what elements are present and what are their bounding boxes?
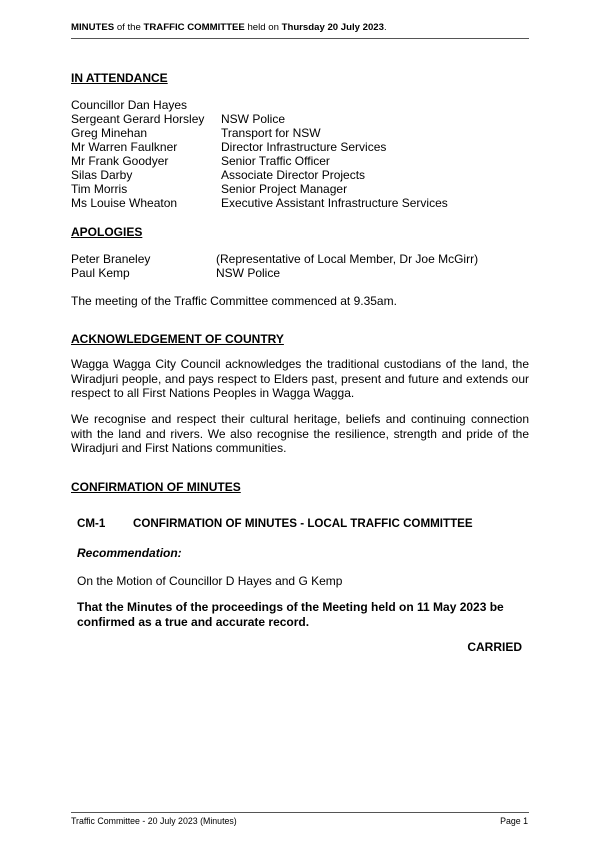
attendee-name: Greg Minehan	[71, 126, 148, 140]
header-period: .	[383, 22, 387, 33]
attendance-row	[71, 140, 386, 154]
attendee-name: Councillor Dan Hayes	[71, 98, 188, 112]
footer-page-number: Page 1	[500, 816, 528, 826]
confirmation-heading: CONFIRMATION OF MINUTES	[71, 480, 241, 494]
attendee-role: Director Infrastructure Services	[221, 140, 387, 154]
header-minutes: MINUTES	[71, 22, 115, 33]
footer-document-title: Traffic Committee - 20 July 2023 (Minutes)	[71, 816, 237, 826]
recommendation-label: Recommendation:	[77, 546, 182, 560]
attendee-name: Sergeant Gerard Horsley	[71, 112, 205, 126]
attendance-row	[71, 98, 221, 112]
apology-role: NSW Police	[216, 266, 281, 280]
apology-name: Peter Braneley	[71, 252, 151, 266]
attendance-row	[71, 168, 365, 182]
apology-row	[71, 266, 280, 280]
attendance-row	[71, 126, 321, 140]
attendance-row	[71, 154, 330, 168]
attendee-role: Senior Traffic Officer	[221, 154, 330, 168]
apology-name: Paul Kemp	[71, 266, 130, 280]
attendee-role: Executive Assistant Infrastructure Services	[221, 196, 448, 210]
item-code: CM-1	[77, 517, 106, 530]
attendee-name: Silas Darby	[71, 168, 133, 182]
acknowledgement-paragraph-1: Wagga Wagga City Council acknowledges the traditional custodians of the land, the Wiradjuri people, and pays respect to Elders past, present and future and extends our respect to all First Nations Peoples in Wagga Wagga.	[71, 357, 529, 401]
page-header	[71, 22, 529, 34]
attendee-role: Transport for NSW	[221, 126, 321, 140]
acknowledgement-paragraph-2: We recognise and respect their cultural heritage, beliefs and continuing connection with the land and rivers. We also recognise the resilience, strength and pride of the Wiradjuri and First Nations communities.	[71, 412, 529, 456]
apology-role: (Representative of Local Member, Dr Joe McGirr)	[216, 252, 479, 266]
header-of: of the	[114, 22, 144, 33]
footer-divider	[71, 812, 529, 813]
header-committee: TRAFFIC COMMITTEE	[143, 22, 245, 33]
attendance-row	[71, 182, 347, 196]
apologies-heading: APOLOGIES	[71, 225, 143, 239]
resolution-text: That the Minutes of the proceedings of the Meeting held on 11 May 2023 be confirmed as a true and accurate record.	[77, 600, 504, 629]
motion-text: On the Motion of Councillor D Hayes and G Kemp	[77, 574, 343, 588]
carried-label: CARRIED	[467, 640, 522, 654]
attendee-role: Senior Project Manager	[221, 182, 348, 196]
attendee-role: NSW Police	[221, 112, 286, 126]
header-held: held on	[244, 22, 282, 33]
attendance-heading: IN ATTENDANCE	[71, 71, 168, 85]
attendee-name: Tim Morris	[71, 182, 128, 196]
meeting-commenced-text: The meeting of the Traffic Committee commenced at 9.35am.	[71, 294, 397, 308]
attendance-row	[71, 196, 448, 210]
header-date: Thursday 20 July 2023	[281, 22, 384, 33]
attendance-row	[71, 112, 285, 126]
attendee-name: Mr Warren Faulkner	[71, 140, 178, 154]
attendee-name: Ms Louise Wheaton	[71, 196, 178, 210]
agenda-item-heading	[77, 517, 473, 531]
header-divider	[71, 38, 529, 39]
attendee-role: Associate Director Projects	[221, 168, 366, 182]
item-title: CONFIRMATION OF MINUTES - LOCAL TRAFFIC COMMITTEE	[133, 517, 473, 530]
apology-row	[71, 252, 478, 266]
acknowledgement-heading: ACKNOWLEDGEMENT OF COUNTRY	[71, 332, 284, 346]
attendee-name: Mr Frank Goodyer	[71, 154, 169, 168]
